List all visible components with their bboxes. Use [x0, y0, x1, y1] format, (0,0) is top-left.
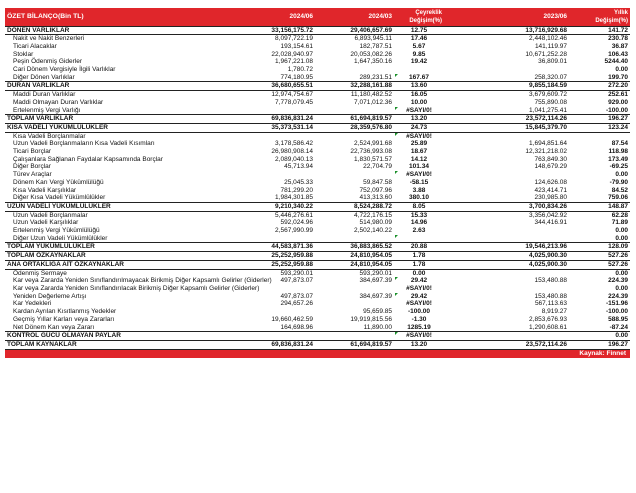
value-2023-06: 2,448,102.46: [529, 35, 567, 43]
value-2023-06: [444, 285, 569, 293]
row-label: Geçmiş Yıllar Karları veya Zararları: [13, 315, 115, 323]
value-2023-06: 36,809.01: [538, 58, 567, 66]
table-row: [5, 107, 630, 115]
quarterly-change: 17.46: [410, 35, 428, 43]
quarterly-change: [394, 66, 444, 74]
quarterly-change: 1.78: [394, 252, 444, 261]
value-2024-06: 33,156,175.72: [242, 26, 315, 35]
quarterly-change: 13.20: [394, 115, 444, 124]
value-2023-06: 1,290,608.61: [529, 323, 567, 331]
yearly-change: 929.00: [608, 98, 628, 106]
row-label: Ertelenmiş Vergi Varlığı: [13, 106, 81, 114]
yearly-change: 106.43: [608, 50, 628, 58]
table-row: [5, 43, 630, 51]
value-2024-06: 25,045.33: [284, 178, 313, 186]
value-2024-06: 69,836,831.24: [242, 115, 315, 124]
value-2024-03: 2,524,991.68: [354, 140, 392, 148]
table-row: [5, 324, 630, 332]
value-2024-06: 25,252,959.88: [242, 260, 315, 269]
quarterly-change: [394, 235, 444, 243]
row-label: TOPLAM VARLIKLAR: [5, 115, 242, 124]
value-2024-06: 774,180.95: [280, 73, 313, 81]
value-2024-06: 781,299.20: [280, 186, 313, 194]
yearly-change: -79.90: [609, 178, 628, 186]
table-row: [5, 308, 630, 316]
value-2023-06: 755,890.08: [534, 98, 567, 106]
value-2023-06: [444, 269, 569, 277]
row-label: Kardan Ayrılan Kısıtlanmış Yedekler: [13, 308, 117, 316]
yearly-change: 84.52: [611, 186, 628, 194]
value-2023-06: 12,321,218.02: [525, 148, 567, 156]
quarterly-change: 10.00: [410, 98, 428, 106]
quarterly-change: #SAYI/0!: [406, 285, 432, 292]
value-2024-03: 61,694,819.57: [315, 115, 394, 124]
table-row: [5, 300, 630, 308]
value-2023-06: 763,849.30: [534, 155, 567, 163]
quarterly-change: #SAYI/0!: [394, 132, 444, 140]
section-row: [5, 123, 630, 132]
row-label: Stoklar: [13, 50, 34, 58]
col-quarterly-change: [394, 8, 444, 26]
section-row: [5, 260, 630, 269]
section-row: [5, 115, 630, 124]
value-2024-06: 8,097,722.19: [275, 35, 313, 43]
value-2024-06: [242, 235, 315, 243]
value-2024-06: 497,873.07: [280, 277, 313, 285]
quarterly-change: #SAYI/0!: [394, 171, 444, 179]
col-yearly-change-line2: Değişim(%): [595, 17, 628, 24]
yearly-change: 0.00: [615, 227, 628, 235]
col-2024-03: 2024/03: [315, 8, 394, 26]
quarterly-change: 14.12: [410, 155, 428, 163]
value-2024-06: 1,780.72: [287, 66, 313, 74]
value-2023-06: 13,716,929.68: [444, 26, 569, 35]
quarterly-change: 9.85: [412, 50, 426, 58]
value-2024-03: 22,736,993.08: [350, 148, 392, 156]
value-2024-06: [242, 308, 315, 316]
table-row: [5, 293, 630, 301]
value-2024-03: 8,524,288.72: [315, 202, 394, 211]
yearly-change: 230.78: [608, 35, 628, 43]
value-2023-06: 3,700,834.26: [444, 202, 569, 211]
row-label: Maddi Olmayan Duran Varlıklar: [13, 98, 104, 106]
value-2023-06: 10,671,252.28: [525, 50, 567, 58]
quarterly-change: 15.33: [410, 211, 428, 219]
value-2024-03: 24,810,954.05: [315, 260, 394, 269]
yearly-change: 0.00: [615, 269, 628, 277]
yearly-change: 272.20: [569, 82, 630, 91]
row-label: Uzun Vadeli Borçlanmaların Kısa Vadeli Kısımları: [13, 140, 155, 148]
yearly-change: 196.27: [569, 115, 630, 124]
value-2024-03: 28,359,576.80: [315, 123, 394, 132]
value-2023-06: [444, 132, 569, 140]
value-2024-06: 7,778,079.45: [275, 98, 313, 106]
col-2024-06: 2024/06: [242, 8, 315, 26]
value-2023-06: 4,025,900.30: [444, 260, 569, 269]
value-2024-06: 294,657.26: [280, 300, 313, 308]
col-quarterly-change-line2: Değişim(%): [409, 17, 442, 24]
row-label: Diğer Borçlar: [13, 163, 51, 171]
table-row: [5, 35, 630, 43]
yearly-change: 141.72: [569, 26, 630, 35]
table-row: [5, 156, 630, 164]
quarterly-change: 5.67: [412, 42, 426, 50]
yearly-change: 0.00: [569, 332, 630, 341]
quarterly-change: 29.42: [394, 293, 444, 301]
quarterly-change: 380.10: [409, 194, 429, 202]
value-2024-03: 11,890.00: [363, 323, 392, 331]
yearly-change: 128.09: [569, 243, 630, 252]
quarterly-change: 1285.19: [407, 323, 431, 331]
yearly-change: 224.39: [608, 292, 628, 300]
row-label: Diğer Dönen Varlıklar: [13, 73, 75, 81]
quarterly-change: #SAYI/0!: [394, 107, 444, 115]
yearly-change: 588.95: [608, 315, 628, 323]
yearly-change: -100.00: [605, 308, 628, 316]
row-label: DURAN VARLIKLAR: [5, 82, 242, 91]
row-label: Peşin Ödenmiş Giderler: [13, 58, 82, 66]
value-2024-03: [315, 235, 394, 243]
row-label: Çalışanlara Sağlanan Faydalar Kapsamında Borçlar: [13, 155, 163, 163]
table-row: [5, 74, 630, 82]
row-label: ANA ORTAKLIĞA AİT ÖZKAYNAKLAR: [5, 260, 242, 269]
quarterly-change: 18.67: [410, 148, 428, 156]
yearly-change: 252.61: [608, 91, 628, 99]
quarterly-change: 19.42: [410, 58, 428, 66]
table-row: [5, 227, 630, 235]
quarterly-change: 14.96: [410, 219, 428, 227]
yearly-change: 0.00: [615, 285, 628, 292]
value-2024-06: 2,089,040.13: [275, 155, 313, 163]
value-2024-03: [315, 132, 394, 140]
value-2023-06: 19,546,213.96: [444, 243, 569, 252]
value-2024-03: [315, 107, 394, 115]
value-2024-03: 289,231.51: [359, 73, 392, 81]
table-header: [5, 8, 630, 26]
yearly-change: 0.00: [615, 171, 628, 179]
value-2023-06: 2,853,676.93: [529, 315, 567, 323]
row-label: Diğer Uzun Vadeli Yükümlülükler: [13, 234, 108, 242]
quarterly-change: 0.00: [412, 269, 426, 277]
value-2024-03: 6,893,945.11: [354, 35, 392, 43]
yearly-change: 148.87: [569, 202, 630, 211]
yearly-change: 759.06: [608, 194, 628, 202]
value-2024-06: 164,698.96: [280, 323, 313, 331]
col-yearly-change: [569, 8, 630, 26]
table-row: [5, 148, 630, 156]
yearly-change: 196.27: [569, 340, 630, 349]
value-2023-06: 344,416.91: [534, 219, 567, 227]
quarterly-change: 12.75: [394, 26, 444, 35]
value-2024-03: [315, 300, 394, 308]
value-2024-03: [315, 285, 394, 293]
value-2024-03: 593,290.01: [359, 269, 392, 277]
yearly-change: 123.24: [569, 123, 630, 132]
row-label: Net Dönem Karı veya Zararı: [13, 323, 95, 331]
table-body: [5, 26, 630, 349]
value-2024-03: 384,697.39: [359, 292, 392, 300]
quarterly-change: #SAYI/0!: [406, 300, 432, 308]
section-row: [5, 332, 630, 341]
value-2024-06: 593,290.01: [280, 269, 313, 277]
value-2024-06: 2,567,990.99: [275, 227, 313, 235]
value-2024-03: 22,704.79: [363, 163, 392, 171]
table-row: [5, 99, 630, 107]
value-2023-06: 9,855,184.59: [444, 82, 569, 91]
value-2024-06: 1,984,301.85: [275, 194, 313, 202]
row-label: KISA VADELİ YÜKÜMLÜLÜKLER: [5, 123, 242, 132]
row-label: Diğer Kısa Vadeli Yükümlülükler: [13, 194, 106, 202]
section-row: [5, 340, 630, 349]
value-2024-06: 12,974,754.67: [271, 91, 313, 99]
value-2024-06: 1,967,221.08: [275, 58, 313, 66]
section-row: [5, 26, 630, 35]
yearly-change: 62.28: [611, 211, 628, 219]
table-row: [5, 235, 630, 243]
value-2024-06: 193,154.61: [280, 42, 313, 50]
value-2024-06: 22,028,940.97: [271, 50, 313, 58]
value-2024-03: [315, 171, 394, 179]
row-label: Cari Dönem Vergisiyle İlgili Varlıklar: [13, 66, 116, 74]
value-2023-06: [444, 171, 569, 179]
quarterly-change: 20.88: [394, 243, 444, 252]
table-row: [5, 187, 630, 195]
value-2023-06: 1,041,275.41: [529, 106, 567, 114]
value-2024-06: 3,178,586.42: [275, 140, 313, 148]
table-row: [5, 66, 630, 74]
table-row: [5, 51, 630, 59]
value-2024-03: 36,883,865.52: [315, 243, 394, 252]
value-2023-06: [444, 235, 569, 243]
table-row: [5, 269, 630, 277]
value-2024-03: 413,313.60: [359, 194, 392, 202]
value-2024-03: 59,847.58: [363, 178, 392, 186]
quarterly-change: #SAYI/0!: [394, 332, 444, 341]
value-2023-06: 23,572,114.26: [444, 340, 569, 349]
section-row: [5, 243, 630, 252]
value-2023-06: 23,572,114.26: [444, 115, 569, 124]
col-quarterly-change-line1: Çeyreklik: [415, 9, 442, 16]
value-2024-03: 384,697.39: [359, 277, 392, 285]
yearly-change: 0.00: [615, 66, 628, 74]
yearly-change: -151.96: [605, 300, 628, 308]
row-label: Dönem Karı Vergi Yükümlülüğü: [13, 178, 104, 186]
value-2023-06: 124,626.08: [534, 178, 567, 186]
col-2023-06: 2023/06: [444, 8, 569, 26]
value-2024-06: 26,980,908.14: [271, 148, 313, 156]
value-2024-03: 24,810,954.05: [315, 252, 394, 261]
quarterly-change: -1.30: [411, 315, 427, 323]
value-2024-06: 9,210,340.22: [242, 202, 315, 211]
yearly-change: 527.26: [569, 260, 630, 269]
value-2023-06: 153,480.88: [534, 292, 567, 300]
row-label: Yeniden Değerleme Artışı: [13, 292, 87, 300]
table-row: [5, 132, 630, 140]
value-2023-06: 153,480.88: [534, 277, 567, 285]
value-2024-06: 36,680,655.51: [242, 82, 315, 91]
yearly-change: 5244.40: [604, 58, 628, 66]
value-2023-06: 4,025,900.30: [444, 252, 569, 261]
value-2023-06: [444, 332, 569, 341]
yearly-change: 173.49: [608, 155, 628, 163]
value-2024-06: 592,024.96: [280, 219, 313, 227]
value-2024-03: 61,694,819.57: [315, 340, 394, 349]
value-2023-06: 8,919.27: [541, 308, 567, 316]
table-row: [5, 194, 630, 202]
row-label: Ticari Borçlar: [13, 148, 52, 156]
row-label: Kısa Vadeli Karşılıklar: [13, 186, 77, 194]
value-2024-06: [242, 171, 315, 179]
row-label: Ödenmiş Sermaye: [13, 269, 67, 277]
value-2024-06: [242, 332, 315, 341]
value-2024-06: 45,713.94: [284, 163, 313, 171]
row-label: UZUN VADELİ YÜKÜMLÜLÜKLER: [5, 202, 242, 211]
row-label: KONTROL GÜCÜ OLMAYAN PAYLAR: [5, 332, 242, 341]
row-label: TOPLAM YÜKÜMLÜLÜKLER: [5, 243, 242, 252]
value-2023-06: 258,320.07: [534, 73, 567, 81]
value-2024-03: 19,919,815.56: [350, 315, 392, 323]
value-2024-06: 497,873.07: [280, 292, 313, 300]
row-label: Kar veya Zararda Yeniden Sınıflandırılacak Birikmiş Diğer Kapsamlı Gelirler (Giderler): [13, 285, 260, 292]
yearly-change: 71.89: [611, 219, 628, 227]
col-yearly-change-line1: Yıllık: [613, 9, 628, 16]
row-label: Ticari Alacaklar: [13, 42, 57, 50]
table-row: [5, 179, 630, 187]
yearly-change: -69.25: [609, 163, 628, 171]
value-2024-03: 20,053,082.26: [350, 50, 392, 58]
yearly-change: 36.87: [611, 42, 628, 50]
quarterly-change: 167.67: [394, 74, 444, 82]
quarterly-change: 25.89: [410, 140, 428, 148]
row-label: Kısa Vadeli Borçlanmalar: [13, 132, 86, 140]
value-2023-06: [444, 66, 569, 74]
section-row: [5, 82, 630, 91]
table-row: [5, 277, 630, 285]
row-label: Uzun Vadeli Borçlanmalar: [13, 211, 88, 219]
value-2024-03: [315, 66, 394, 74]
table-row: [5, 140, 630, 148]
value-2024-03: 514,980.09: [359, 219, 392, 227]
quarterly-change: 101.34: [409, 163, 429, 171]
value-2023-06: 423,414.71: [534, 186, 567, 194]
quarterly-change: 13.60: [394, 82, 444, 91]
quarterly-change: 2.63: [412, 227, 426, 235]
value-2024-06: 19,660,462.59: [271, 315, 313, 323]
quarterly-change: 29.42: [394, 277, 444, 285]
section-row: [5, 202, 630, 211]
row-label: Kar veya Zararda Yeniden Sınıflandırılmayacak Birikmiş Diğer Kapsamlı Gelirler (Giderler): [13, 277, 272, 285]
value-2023-06: 3,679,609.72: [529, 91, 567, 99]
yearly-change: -87.24: [609, 323, 628, 331]
value-2024-03: 32,288,161.88: [315, 82, 394, 91]
value-2023-06: 15,845,379.70: [444, 123, 569, 132]
row-label: DÖNEN VARLIKLAR: [5, 26, 242, 35]
row-label: TOPLAM KAYNAKLAR: [5, 340, 242, 349]
balance-sheet: [5, 8, 630, 358]
table-row: [5, 219, 630, 227]
yearly-change: 527.26: [569, 252, 630, 261]
value-2024-06: 25,252,959.88: [242, 252, 315, 261]
value-2023-06: 148,679.29: [534, 163, 567, 171]
value-2024-06: 69,836,831.24: [242, 340, 315, 349]
value-2024-03: 1,647,350.16: [354, 58, 392, 66]
table-row: [5, 211, 630, 219]
table-row: [5, 316, 630, 324]
value-2023-06: 141,119.97: [534, 42, 567, 50]
value-2023-06: 3,356,042.92: [529, 211, 567, 219]
row-label: Uzun Vadeli Karşılıklar: [13, 219, 79, 227]
table-row: [5, 58, 630, 66]
value-2024-03: 752,097.96: [359, 186, 392, 194]
value-2024-06: 44,583,871.36: [242, 243, 315, 252]
quarterly-change: 13.20: [394, 340, 444, 349]
table-row: [5, 163, 630, 171]
value-2024-03: [315, 332, 394, 341]
row-label: Kar Yedekleri: [13, 300, 52, 308]
value-2024-03: 95,659.85: [363, 308, 392, 316]
value-2024-03: 182,787.51: [359, 42, 392, 50]
value-2024-03: 7,071,012.36: [354, 98, 392, 106]
value-2024-06: [242, 107, 315, 115]
value-2024-03: 2,502,140.22: [354, 227, 392, 235]
value-2024-06: [242, 132, 315, 140]
yearly-change: [569, 132, 630, 140]
table-title: ÖZET BİLANÇO(Bin TL): [5, 8, 242, 26]
yearly-change: 118.98: [608, 148, 628, 156]
quarterly-change: 16.05: [410, 91, 428, 99]
quarterly-change: 24.73: [394, 123, 444, 132]
quarterly-change: 3.88: [412, 186, 426, 194]
quarterly-change: -100.00: [407, 308, 431, 316]
yearly-change: 199.70: [608, 73, 628, 81]
value-2023-06: 1,694,851.64: [529, 140, 567, 148]
value-2024-06: 5,446,276.61: [275, 211, 313, 219]
value-2024-03: 29,406,657.69: [315, 26, 394, 35]
table-row: [5, 285, 630, 293]
quarterly-change: 1.78: [394, 260, 444, 269]
section-row: [5, 252, 630, 261]
table-row: [5, 91, 630, 99]
yearly-change: -100.00: [605, 106, 628, 114]
row-label: TOPLAM ÖZKAYNAKLAR: [5, 252, 242, 261]
value-2023-06: 230,985.80: [534, 194, 567, 202]
value-2023-06: 567,113.63: [534, 300, 567, 308]
row-label: Türev Araçlar: [13, 171, 52, 179]
quarterly-change: 8.05: [394, 202, 444, 211]
value-2024-03: 1,830,571.57: [354, 155, 392, 163]
value-2024-06: 35,373,531.14: [242, 123, 315, 132]
row-label: Ertelenmiş Vergi Yükümlülüğü: [13, 227, 100, 235]
value-2024-03: 11,180,482.52: [350, 91, 392, 99]
table-row: [5, 171, 630, 179]
yearly-change: 224.39: [608, 277, 628, 285]
yearly-change: 0.00: [615, 234, 628, 242]
yearly-change: 87.54: [611, 140, 628, 148]
value-2023-06: [444, 227, 569, 235]
quarterly-change: -58.15: [409, 178, 429, 186]
row-label: Maddi Duran Varlıklar: [13, 91, 76, 99]
row-label: Nakit ve Nakit Benzerleri: [13, 35, 85, 43]
source-footer: Kaynak: Finnet: [5, 350, 630, 358]
value-2024-03: 4,722,176.15: [354, 211, 392, 219]
balance-table: [5, 8, 630, 350]
